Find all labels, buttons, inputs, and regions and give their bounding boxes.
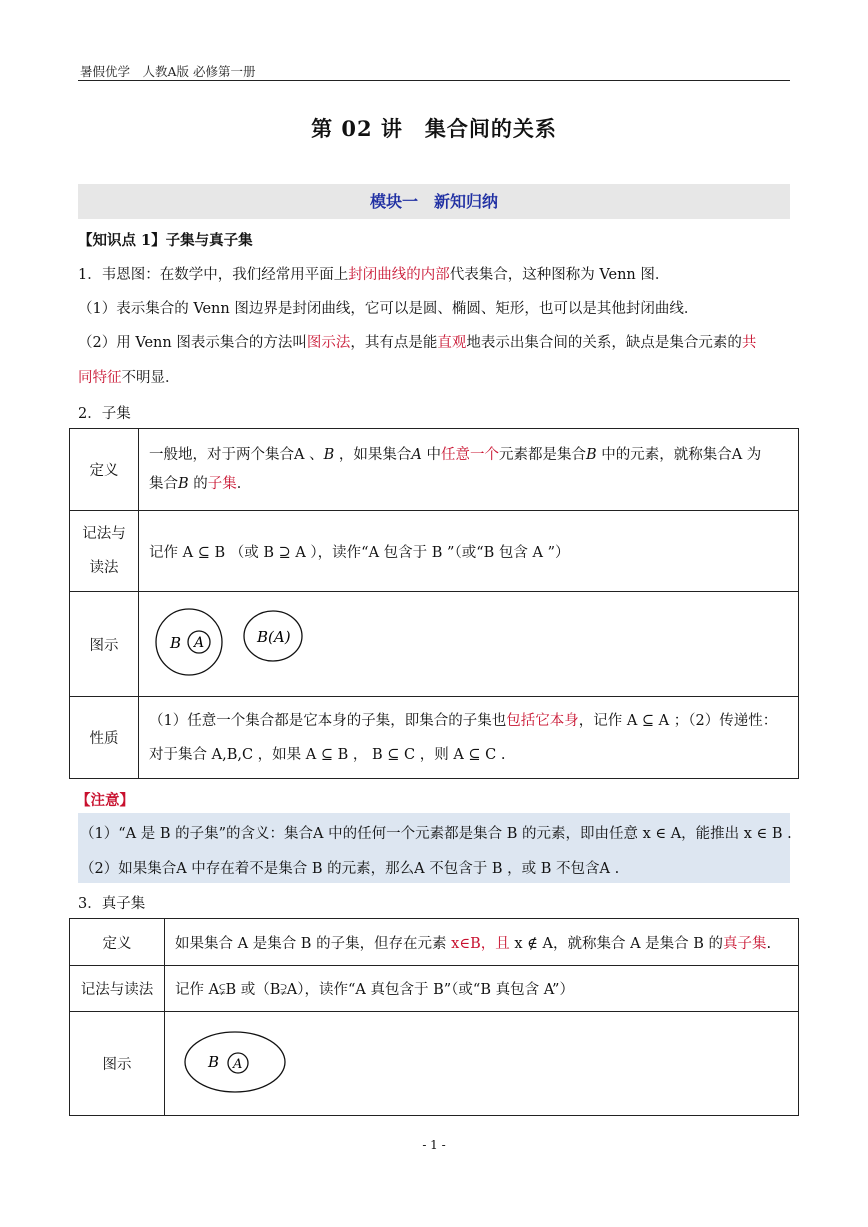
subset-diagram-row [70,592,799,697]
note-label: 【注意】 [76,792,134,809]
subset-table [69,428,799,779]
subset-def-content: 一般地，对于两个集合A 、B ，如果集合A 中任意一个元素都是集合B 中的元素，就称集合A 为 集合B 的子集． [139,429,799,511]
venn-inner-label: A [194,635,205,651]
subset-property-row [70,697,799,779]
proper-diagram-label: 图示 [70,1012,165,1116]
subset-notation-label: 记法与 读法 [70,511,139,592]
proper-notation-label: 记法与读法 [70,966,165,1012]
proper-def-content: 如果集合 A 是集合 B 的子集，但存在元素 x∈B，且 x ∉ A，就称集合 A 是集合 B 的真子集. [165,919,799,966]
page-number: - 1 - [422,1138,446,1152]
venn-line-4: 同特征不明显． [78,370,180,386]
kp-title: 子集与真子集 [165,232,253,249]
proper-def-label: 定义 [70,919,165,966]
proper-venn-inner-label: A [233,1056,243,1072]
subset-notation-content: 记作 A ⊆ B （或 B ⊇ A ），读作“A 包含于 B ”（或“B 包含 A ”） [139,511,799,592]
subset-property-label: 性质 [70,697,139,779]
venn-outer-circle [156,609,222,675]
subset-venn-diagram [149,602,329,682]
kp-label: 知识点 1 [92,232,152,249]
proper-venn-diagram [175,1027,295,1097]
subset-heading: 2．子集 [78,406,131,422]
venn-line-1: 1．韦恩图：在数学中，我们经常用平面上封闭曲线的内部代表集合，这种图称为 Venn 图． [78,267,670,283]
subset-def-row [70,429,799,511]
proper-def-row [70,919,799,966]
header-rule [78,80,790,81]
subset-property-content: （1）任意一个集合都是它本身的子集，即集合的子集也包括它本身，记作 A ⊆ A ；（2）传递性： 对于集合 A,B,C ，如果 A ⊆ B ， B ⊆ C ，则 A ⊆ C . [139,697,799,779]
note-line-1: （1）“A 是 B 的子集”的含义：集合A 中的任何一个元素都是集合 B 的元素，即由任意 x ∈ A，能推出 x ∈ B . [80,826,792,842]
page-title: 第 02 讲 集合间的关系 [311,116,557,141]
proper-notation-row [70,966,799,1012]
proper-diagram-row [70,1012,799,1116]
subset-diagram-label: 图示 [70,592,139,697]
module-title: 模块一 新知归纳 [369,192,498,211]
subset-def-label: 定义 [70,429,139,511]
venn-outer-label: B [170,634,182,652]
module-banner [78,184,790,219]
knowledge-point-heading: 【知识点 1】子集与真子集 [78,232,253,249]
proper-diagram-cell [165,1012,799,1116]
proper-venn-outer-label: B [208,1052,220,1071]
proper-subset-table [69,918,799,1116]
venn-line-2: （1）表示集合的 Venn 图边界是封闭曲线，它可以是圆、椭圆、矩形，也可以是其他封闭曲线． [78,301,699,317]
running-header: 暑假优学 人教A版 必修第一册 [80,64,256,79]
subset-diagram-cell [139,592,799,697]
venn-line-3: （2）用 Venn 图表示集合的方法叫图示法，其有点是能直观地表示出集合间的关系，缺点是集合元素的共 [78,335,757,351]
subset-notation-row [70,511,799,592]
proper-subset-heading: 3．真子集 [78,896,146,912]
venn-equal-label: B(A) [257,628,291,646]
proper-notation-content: 记作 A⫋B 或（B⫌A），读作“A 真包含于 B”（或“B 真包含 A”） [165,966,799,1012]
note-line-2: （2）如果集合A 中存在着不是集合 B 的元素，那么A 不包含于 B ，或 B 不包含A . [80,861,620,877]
